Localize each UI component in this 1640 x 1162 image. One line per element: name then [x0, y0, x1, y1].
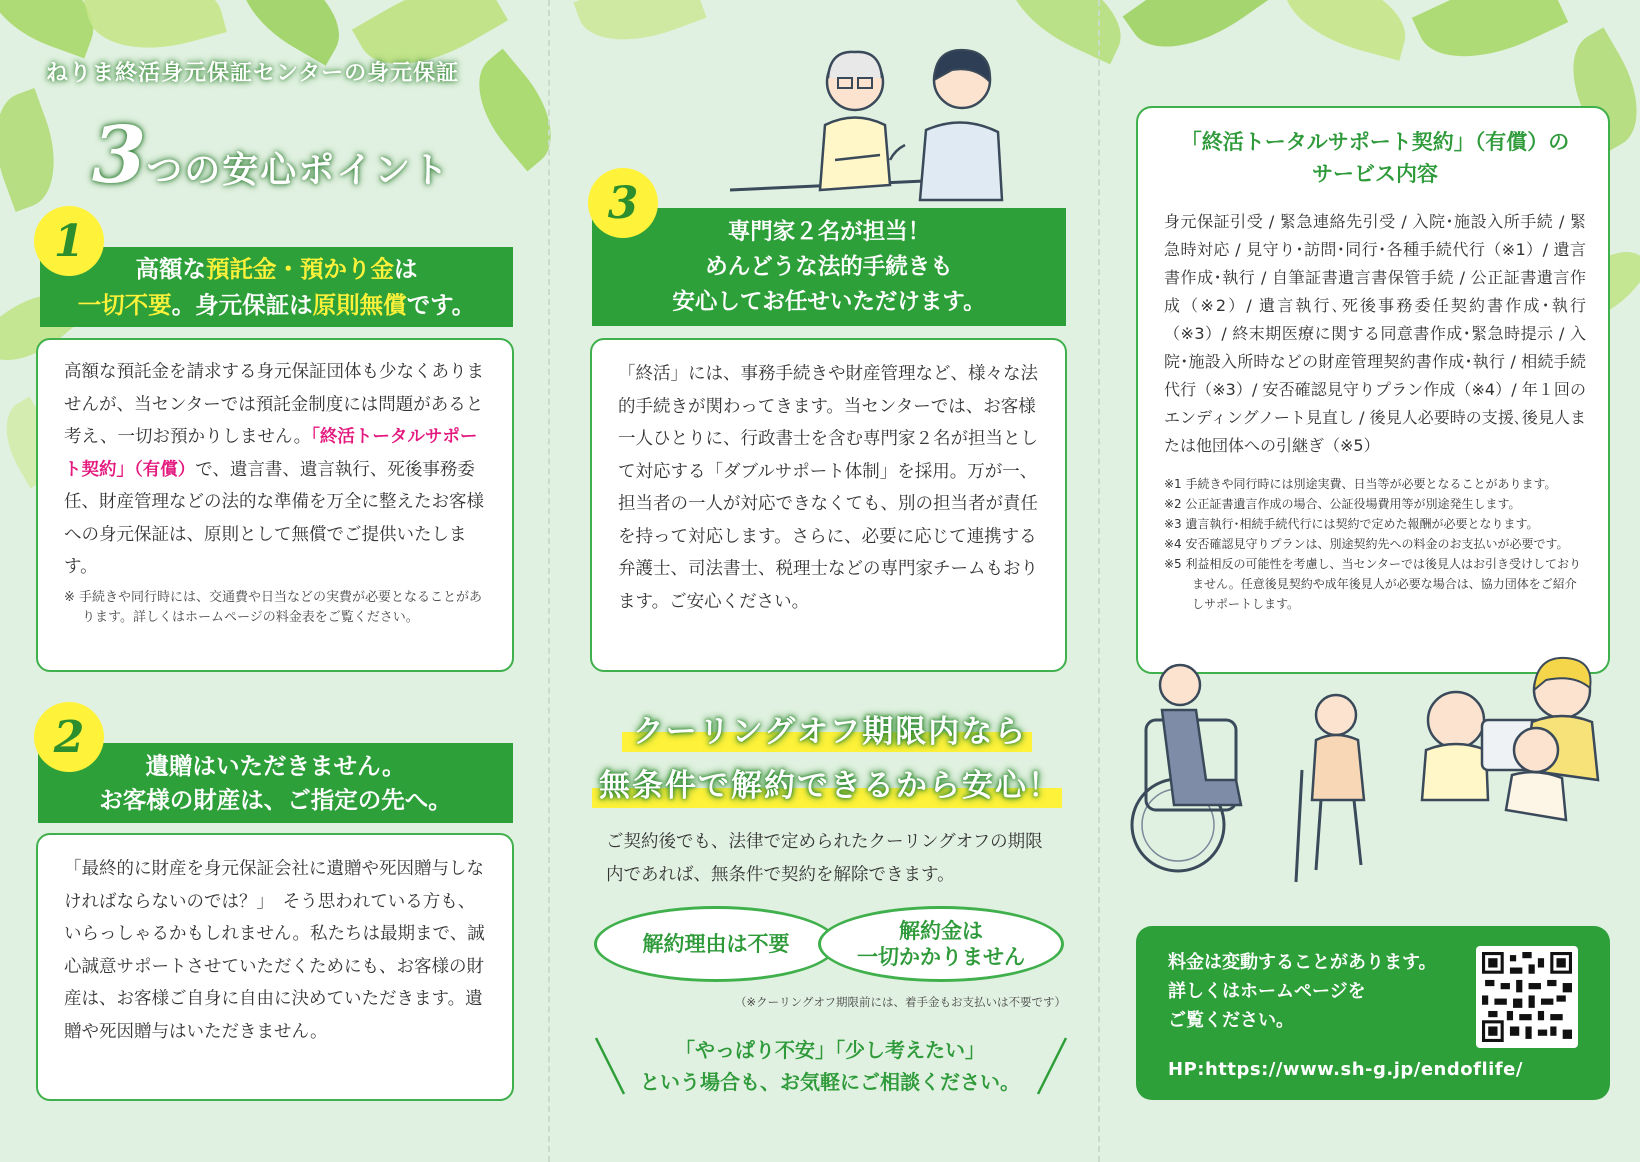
point2-heading: 遺贈はいただきません。 お客様の財産は、ご指定の先へ。: [38, 743, 513, 823]
point1-body: 高額な預託金を請求する身元保証団体も少なくありませんが、当センターでは預託金制度には問題があると考え、一切お預かりしません。「終活トータルサポート契約」（有償）で、遺言書、遺言執行、死後事務委任、財産管理などの法的な準備を万全に整えたお客様への身元保証は、原則として無償でご提供いたします。: [64, 362, 484, 577]
fold-line-2: [1098, 0, 1100, 1162]
services-note: ※2 公正証書遺言作成の場合、公証役場費用等が別途発生します。: [1164, 497, 1521, 511]
services-body: 身元保証引受 / 緊急連絡先引受 / 入院･施設入所手続 / 緊急時対応 / 見守り･訪問･同行･各種手続代行（※1）/ 遺言書作成･執行 / 自筆証書遺言書保管手続 / 公正証書遺言作成（※2）/ 遺言執行､死後事務委任契約書作成･執行（※3）/ 終末期医療に関する同意書作成･緊急時提示 / 入院･施設入所時などの財産管理契約書作成･執行 / 相続手続代行（※3）/ 安否確認見守りプラン作成（※4）/ 年１回のエンディングノート見直し / 後見人必要時の支援､後見人または他団体への引継ぎ（※5）: [1164, 212, 1586, 455]
fee-notice: 料金は変動することがあります。 詳しくはホームページを ご覧ください。: [1168, 952, 1437, 1031]
cooling-body: ご契約後でも、法律で定められたクーリングオフの期限内であれば、無条件で契約を解除できます。: [606, 832, 1043, 885]
qr-code-icon[interactable]: [1476, 946, 1578, 1048]
header-title: [92, 110, 450, 201]
ellipse-no-reason: 解約理由は不要: [594, 906, 838, 982]
services-note: ※3 遺言執行･相続手続代行には契約で定めた報酬が必要となります。: [1164, 517, 1539, 531]
cooling-closing: 「やっぱり不安」「少し考えたい」 という場合も、お気軽にご相談ください。: [640, 1038, 1020, 1094]
header-subtitle: ねりま終活身元保証センターの身元保証: [46, 61, 460, 86]
consultation-illustration: [730, 40, 1040, 210]
point3-badge: 3: [588, 168, 658, 238]
services-notes: [1164, 474, 1586, 614]
services-title: 「終活トータルサポート契約」（有償）の サービス内容: [1180, 130, 1570, 186]
point3-body: 「終活」には、事務手続きや財産管理など、様々な法的手続きが関わってきます。当センターでは、お客様一人ひとりに、行政書士を含む専門家２名が担当として対応する「ダブルサポート体制」を採用。万が一、担当者の一人が対応できなくても、別の担当者が責任を持って対応します。さらに、必要に応じて連携する弁護士、司法書士、税理士などの専門家チームもおります。ご安心ください。: [618, 364, 1038, 612]
point1-heading: 高額な預託金・預かり金は 一切不要。身元保証は原則無償です。: [40, 247, 513, 327]
point2-body: 「最終的に財産を身元保証会社に遺贈や死因贈与しなければならないのでは？」 そう思われている方も、いらっしゃるかもしれません。私たちは最期まで、誠心誠意サポートさせていただくためにも、お客様の財産は、お客様ご自身に自由に決めていただきます。遺贈や死因贈与はいただきません。: [64, 859, 485, 1042]
point1-badge: 1: [34, 206, 104, 276]
point1-card: [36, 338, 514, 672]
services-note: ※4 安否確認見守りプランは、別途契約先への料金のお支払いが必要です。: [1164, 537, 1569, 551]
cooling-small-note: （※クーリングオフ期限前には、着手金もお支払いは不要です）: [734, 995, 1066, 1009]
cooling-title-2: 無条件で解約できるから安心！: [599, 768, 1061, 804]
header-number: 3: [92, 110, 147, 201]
point2-card: [36, 833, 514, 1101]
services-note: ※5 利益相反の可能性を考慮し、当センターでは後見人はお引き受けしておりません。任意後見契約や成年後見人が必要な場合は、協力団体をご紹介しサポートします。: [1164, 557, 1582, 611]
point3-card: [590, 338, 1067, 672]
elderly-illustration: [1126, 650, 1620, 890]
fold-line-1: [548, 0, 550, 1162]
cooling-title-1: クーリングオフ期限内なら: [632, 714, 1028, 750]
header-title-text: つの安心ポイント: [146, 149, 451, 191]
fee-box: [1136, 926, 1610, 1100]
point3-heading: 専門家２名が担当！ めんどうな法的手続きも 安心してお任せいただけます。: [592, 208, 1066, 326]
ellipse-no-fee: 解約金は 一切かかりません: [818, 906, 1064, 982]
point1-note: ※ 手続きや同行時には、交通費や日当などの実費が必要となることがあります。詳しくはホームページの料金表をご覧ください。: [64, 589, 483, 625]
services-note: ※1 手続きや同行時には別途実費、日当等が必要となることがあります。: [1164, 477, 1557, 491]
services-card: [1136, 106, 1610, 674]
point2-badge: 2: [34, 702, 104, 772]
homepage-link[interactable]: HP:https://www.sh-g.jp/endoflife/: [1168, 1059, 1523, 1080]
